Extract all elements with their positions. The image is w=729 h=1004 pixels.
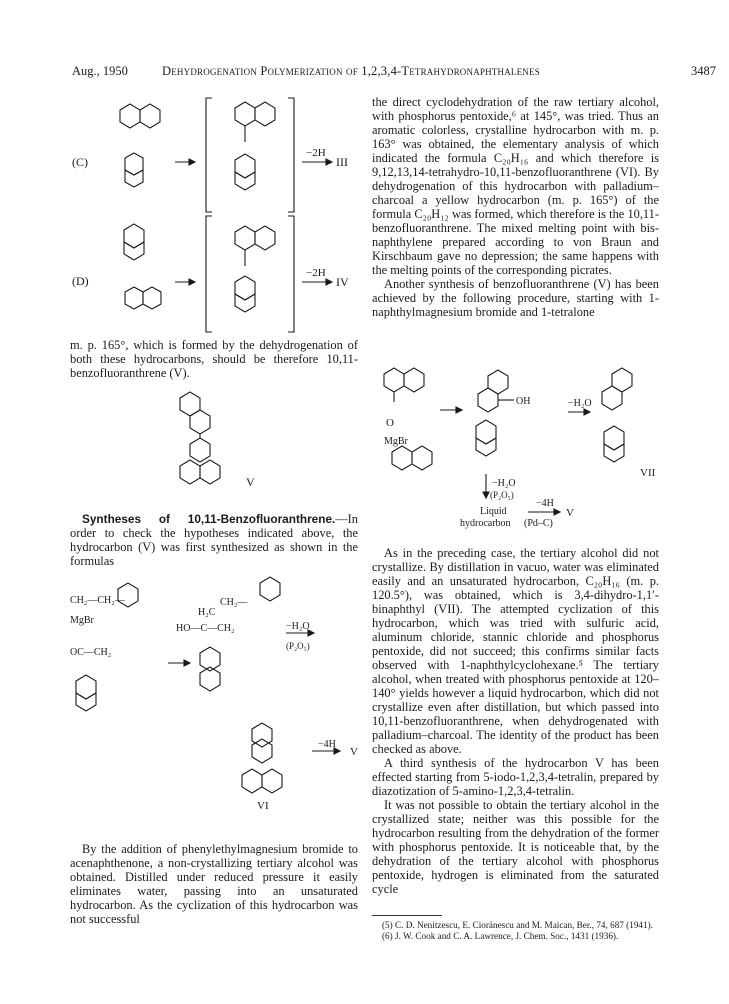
page-number: 3487 xyxy=(691,64,716,78)
scheme-c-structures xyxy=(120,98,332,212)
grignard-mgbr: MgBr xyxy=(384,436,408,447)
scheme-c-d xyxy=(70,90,360,335)
right-p3: As in the preceding case, the tertiary alcohol did not crystallize. By distillation in vacuo, water was eliminated easily and an unsaturated hydrocarbon, C₂₀H₁₆ (m. p. 120.5°), was obtained, which is 3,4-dihydro-1,1′-binaphthyl (VII). The attempted cyclization of this hydrocarbon, which was tried with sulfuric acid, aluminum chloride, stannic chloride and phosphorus pentoxide, did not succeed; this confirms similar facts observed with 1-naphthylcyclohexane.⁵ The tertiary alcohol, when treated with phosphorus pentoxide at 120–140° yields however a liquid hydrocarbon, which did not crystallize even after distillation, but which passed into 10,11-benzofluoranthrene, when dehydrogenated with palladium–charcoal. The identity of the product has been checked as above. xyxy=(372,546,659,756)
scheme-c-label: (C) xyxy=(72,155,88,169)
reagent-mgbr: MgBr xyxy=(70,615,94,626)
scheme-d-reagent: −2H xyxy=(306,267,326,279)
section-heading: Syntheses of 10,11-Benzofluoranthrene. xyxy=(82,512,336,526)
reagent-phenylethyl: CH₂—CH₂— xyxy=(70,595,125,606)
journal-date: Aug., 1950 xyxy=(72,64,128,78)
hydrocarbon-label: hydrocarbon xyxy=(460,518,511,529)
left-p2: —In order to check the hypotheses indicated above, the hydrocarbon (V) was first synthesized as shown in the formulas xyxy=(70,512,358,568)
left-paragraph-1 xyxy=(70,338,358,380)
right-column-bottom xyxy=(372,546,659,896)
intermediate-ch2: CH₂— xyxy=(220,597,248,608)
right-p2: Another synthesis of benzofluoranthrene (V) has been achieved by the following procedure, starting with 1-naphthylmagnesium bromide and 1-tetralone xyxy=(372,277,659,319)
compound-vii-label: VII xyxy=(640,467,656,479)
scheme-d-product: IV xyxy=(336,275,349,289)
dehydrogenation-reagent: −4H xyxy=(536,498,554,509)
structure-v xyxy=(160,382,280,512)
left-paragraph-3 xyxy=(70,842,358,926)
step2-product: V xyxy=(350,746,358,758)
scheme-synthesis-2 xyxy=(372,360,662,535)
structure-v-label: V xyxy=(246,475,255,489)
alcohol-oh: OH xyxy=(516,396,531,407)
scheme-d-structures xyxy=(124,216,332,332)
left-p1: m. p. 165°, which is formed by the dehydrogenation of both these hydrocarbons, should be therefore 10,11-benzofluoranthrene (V). xyxy=(70,338,358,380)
footnotes xyxy=(372,920,664,942)
palladium-catalyst: (Pd–C) xyxy=(524,518,553,529)
footnote-5: (5) C. D. Nenitzescu, E. Cioränescu and M. Maican, Ber., 74, 687 (1941). xyxy=(382,920,653,930)
step1-catalyst: (P₂O₅) xyxy=(286,641,310,651)
footnote-rule xyxy=(372,915,442,916)
step2-reagent: −4H xyxy=(318,739,336,750)
scheme-c-product: III xyxy=(336,155,348,169)
reagent-acenaphthenone: OC—CH₂ xyxy=(70,647,112,658)
down-catalyst: (P₂O₅) xyxy=(490,490,514,500)
down-reagent: −H₂O xyxy=(492,478,516,489)
scheme-synthesis-1 xyxy=(70,563,360,823)
right-column-top xyxy=(372,95,659,319)
right-p4: A third synthesis of the hydrocarbon V has been effected starting from 5-iodo-1,2,3,4-tetralin, prepared by diazotization of 5-amino-1,2,3,4-tetralin. xyxy=(372,756,659,798)
product-v-label: V xyxy=(566,507,574,519)
footnote-6: (6) J. W. Cook and C. A. Lawrence, J. Chem. Soc., 1431 (1936). xyxy=(382,931,619,941)
intermediate-h2c: H₂C xyxy=(198,607,216,618)
scheme-c-reagent: −2H xyxy=(306,147,326,159)
ketone-oxygen: O xyxy=(386,417,394,429)
article-title: Dehydrogenation Polymerization of 1,2,3,4-Tetrahydronaphthalenes xyxy=(162,64,540,78)
liquid-label: Liquid xyxy=(480,506,507,517)
left-p3: By the addition of phenylethylmagnesium bromide to acenaphthenone, a non-crystallizing tertiary alcohol was obtained. Distilled under reduced pressure it easily eliminates water, passing into an unsaturated hydrocarbon. As the cyclization of this hydrocarbon was not successful xyxy=(70,842,358,926)
intermediate-hoc: HO—C—CH₂ xyxy=(176,623,235,634)
scheme-d-label: (D) xyxy=(72,274,89,288)
right-p1: the direct cyclodehydration of the raw tertiary alcohol, with phosphorus pentoxide,⁶ at 145°, was tried. Thus an aromatic colorless, crystalline hydrocarbon with m. p. 163° was obtained, the elementary analysis of which indicated the formula C₂₀H₁₆ and which therefore is 9,12,13,14-tetrahydro-10,11-benzofluoranthrene (VI). By dehydrogenation of this hydrocarbon with palladium–charcoal a yellow hydrocarbon (m. p. 165°) of the formula C₂₀H₁₂ was formed, which therefore is the 10,11-benzofluoranthrene. The mixed melting point with bis-naphthylene prepared according to von Braun and Kirschbaum gave no depression; the same happens with the melting points of the corresponding picrates. xyxy=(372,95,659,277)
structure-vi-label: VI xyxy=(257,800,269,812)
step1-reagent: −H₂O xyxy=(286,621,310,632)
left-section-syntheses xyxy=(70,512,358,568)
dehydration-reagent: −H₂O xyxy=(568,398,592,409)
right-p5: It was not possible to obtain the tertiary alcohol in the crystallized state; neither was this possible for the hydrocarbon resulting from the dehydration of the former with phosphorus pentoxide. It is noticeable that, by the dehydration of the tertiary alcohol with phosphorus pentoxide, hydrogen is eliminated from the saturated cycle xyxy=(372,798,659,896)
